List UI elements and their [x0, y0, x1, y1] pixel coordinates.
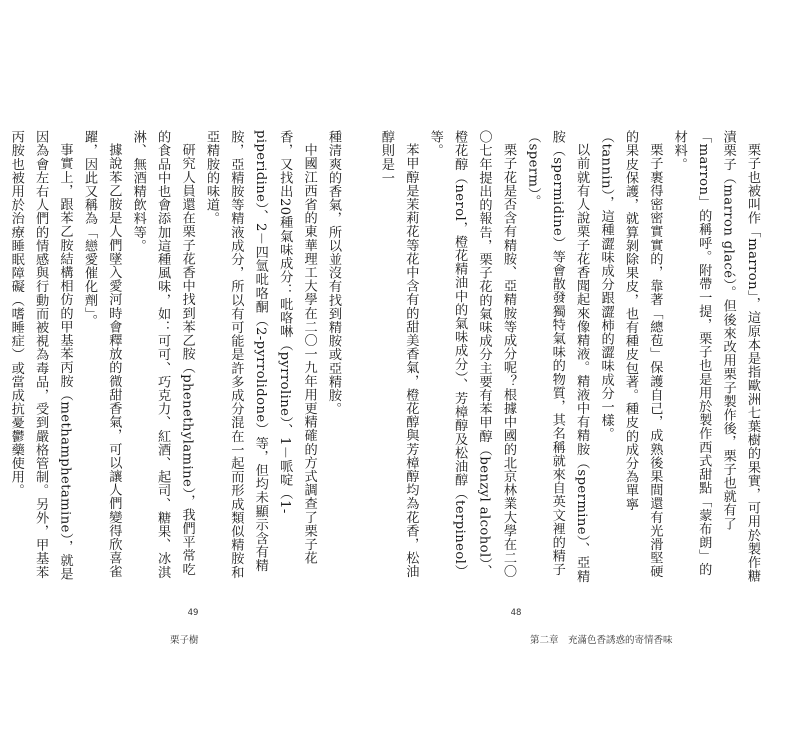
paragraph: 栗子花是否含有精胺、亞精胺等成分呢？根據中國的北京林業大學在二〇〇七年提出的報告，栗子花的氣味成分主要有苯甲醇（benzyl alcohol）、橙花醇（nerol，橙花精油中的氣味成分）、芳樟醇及松油醇（terpineol）等。: [427, 130, 516, 579]
paragraph: 栗子也被叫作「marron」，這原本是指歐洲七葉樹的果實，可用於製作糖漬栗子（marron glacé）。但後來改用栗子製作後，栗子也就有了「marron」的稱呼。附帶一提，栗子也是用於製作西式甜點「蒙布朗」的材料。: [671, 130, 760, 583]
right-page: [378, 0, 800, 744]
paragraph: 據說苯乙胺是人們墜入愛河時會釋放的微甜香氣，可以讓人們變得欣喜雀躍，因此又稱為「戀愛催化劑」。: [81, 130, 122, 579]
right-page-body: [378, 130, 764, 585]
page-number: 49: [187, 608, 199, 618]
paragraph: 研究人員還在栗子花香中找到苯乙胺（phenethylamine），我們平常吃的食品中也會添加這種風味，如：可可、巧克力、紅酒、起司、糖果、冰淇淋、無酒精飲料等。: [130, 130, 195, 579]
running-head: 第二章 充滿色香誘惑的寄情香味: [530, 635, 673, 646]
page-number: 48: [510, 608, 522, 618]
paragraph: 事實上，跟苯乙胺結構相仿的甲基苯丙胺（methamphetamine），就是因為會左右人們的情感與行動而被視為毒品，受到嚴格管制。另外，甲基苯丙胺也被用於治療睡眠障礙（嗜睡症）或當成抗憂鬱藥使用。: [8, 130, 73, 581]
paragraph: 栗子裹得密密實實的，靠著「總苞」保護自己，成熟後果間還有光滑堅硬的果皮保護，就算剝除果皮，也有種皮包著。種皮的成分為單寧（tannin），這種澀味成分跟澀柿的澀味成分一樣。: [598, 130, 663, 579]
paragraph: 苯甲醇是茉莉花等花中含有的甜美香氣，橙花醇與芳樟醇均為花香，松油醇則是一: [378, 130, 419, 579]
paragraph: 以前就有人說栗子花香聞起來像精液。精液中有精胺（spermine）、亞精胺（spermidine）等會散發獨特氣味的物質，其名稱就來自英文裡的精子（sperm）。: [525, 130, 590, 583]
running-head: 栗子樹: [170, 635, 199, 646]
left-page-body: [8, 130, 345, 585]
paragraph: 中國江西省的東華理工大學在二〇一九年用更精確的方式調查了栗子花香，又找出20種氣味成分：吡咯啉（pyrroline）、1－哌啶（1-piperidine）、2－四氫吡咯酮（2-pyrrolidone）等，但均未顯示含有精胺，亞精胺等精液成分，所以有可能是許多成分混在一起而形成類似精胺和亞精胺的味道。: [203, 130, 317, 579]
paragraph: 種清爽的香氣，所以並沒有找到精胺或亞精胺。: [326, 130, 341, 416]
